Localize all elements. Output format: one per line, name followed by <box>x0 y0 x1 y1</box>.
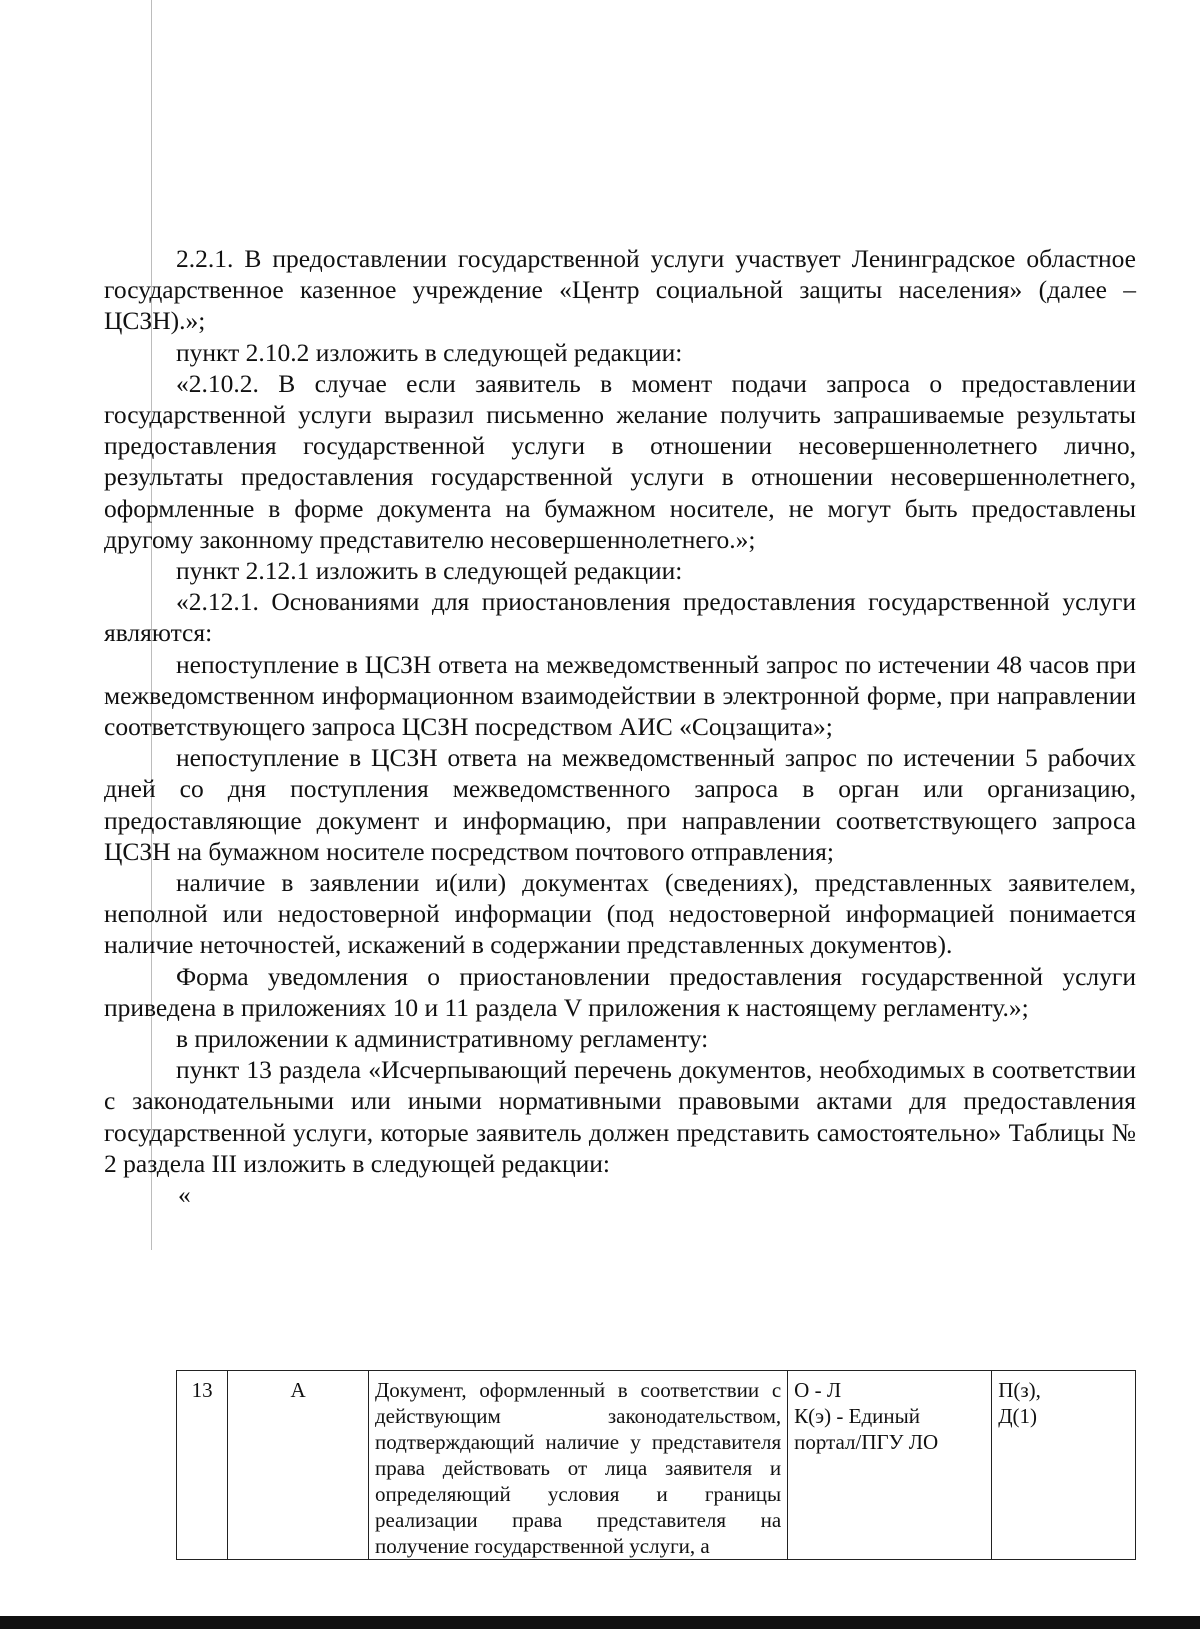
requirement-line-2: Д(1) <box>998 1404 1038 1428</box>
paragraph-item-13: пункт 13 раздела «Исчерпывающий перечень документов, необходимых в соответствии с законодательными или иными нормативными правовыми актами для предоставления государственной услуги, которые заявитель должен представить самостоятельно» Таблицы № 2 раздела III изложить в следующей редакции: <box>104 1055 1136 1178</box>
paragraph-2-12-1: «2.12.1. Основаниями для приостановления предоставления государственной услуги являются: <box>104 587 1136 648</box>
paragraph-2-10-2: «2.10.2. В случае если заявитель в момент подачи запроса о предоставлении государственной услуги выразил письменно желание получить запрашиваемые результаты предоставления государственной услуги в отношении несовершеннолетнего лично, результаты предоставления государственной услуги в отношении несовершеннолетнего, оформленные в форме документа на бумажном носителе, не могут быть предоставлены другому законному представителю несовершеннолетнего.»; <box>104 368 1136 554</box>
row-category-cell: А <box>228 1371 369 1560</box>
paragraph-ground-2: непоступление в ЦСЗН ответа на межведомственный запрос по истечении 5 рабочих дней со дня поступления межведомственного запроса в орган или организацию, предоставляющие документ и информацию, при направлении соответствующего запроса ЦСЗН на бумажном носителе посредством почтового отправления; <box>104 743 1136 866</box>
paragraph-appendix-intro: в приложении к административному регламенту: <box>176 1024 709 1054</box>
paragraph-amend-2-12-1: пункт 2.12.1 изложить в следующей редакции: <box>176 556 683 586</box>
paragraph-ground-1: непоступление в ЦСЗН ответа на межведомственный запрос по истечении 48 часов при межведомственном информационном взаимодействии в электронной форме, при направлении соответствующего запроса ЦСЗН посредством АИС «Соцзащита»; <box>104 649 1136 742</box>
scan-bottom-edge <box>0 1616 1200 1629</box>
paragraph-notice-form: Форма уведомления о приостановлении предоставления государственной услуги приведена в приложениях 10 и 11 раздела V приложения к настоящему регламенту.»; <box>104 961 1136 1022</box>
paragraph-ground-3: наличие в заявлении и(или) документах (сведениях), представленных заявителем, неполной или недостоверной информации (под недостоверной информацией понимается наличие неточностей, искажений в содержании представленных документов). <box>104 868 1136 960</box>
table-row <box>177 1371 1136 1560</box>
opening-quote: « <box>178 1180 191 1210</box>
row-description-cell: Документ, оформленный в соответствии с действующим законодательством, подтверждающий наличие у представителя права действовать от лица заявителя и определяющий условия и границы реализации права представителя на получение государственной услуги, а <box>368 1371 787 1560</box>
submission-line-2: К(э) - Единый портал/ПГУ ЛО <box>794 1404 939 1454</box>
paragraph-amend-2-10-2: пункт 2.10.2 изложить в следующей редакции: <box>176 337 683 367</box>
row-requirement-cell <box>992 1371 1136 1560</box>
row-number-cell: 13 <box>177 1371 228 1560</box>
requirement-line-1: П(з), <box>998 1378 1041 1402</box>
submission-line-1: О - Л <box>794 1378 842 1402</box>
paragraph-2-2-1: 2.2.1. В предоставлении государственной услуги участвует Ленинградское областное государственное казенное учреждение «Центр социальной защиты населения» (далее – ЦСЗН).»; <box>104 244 1136 336</box>
documents-table <box>176 1370 1136 1560</box>
row-submission-cell <box>788 1371 992 1560</box>
document-body <box>104 243 1136 1210</box>
